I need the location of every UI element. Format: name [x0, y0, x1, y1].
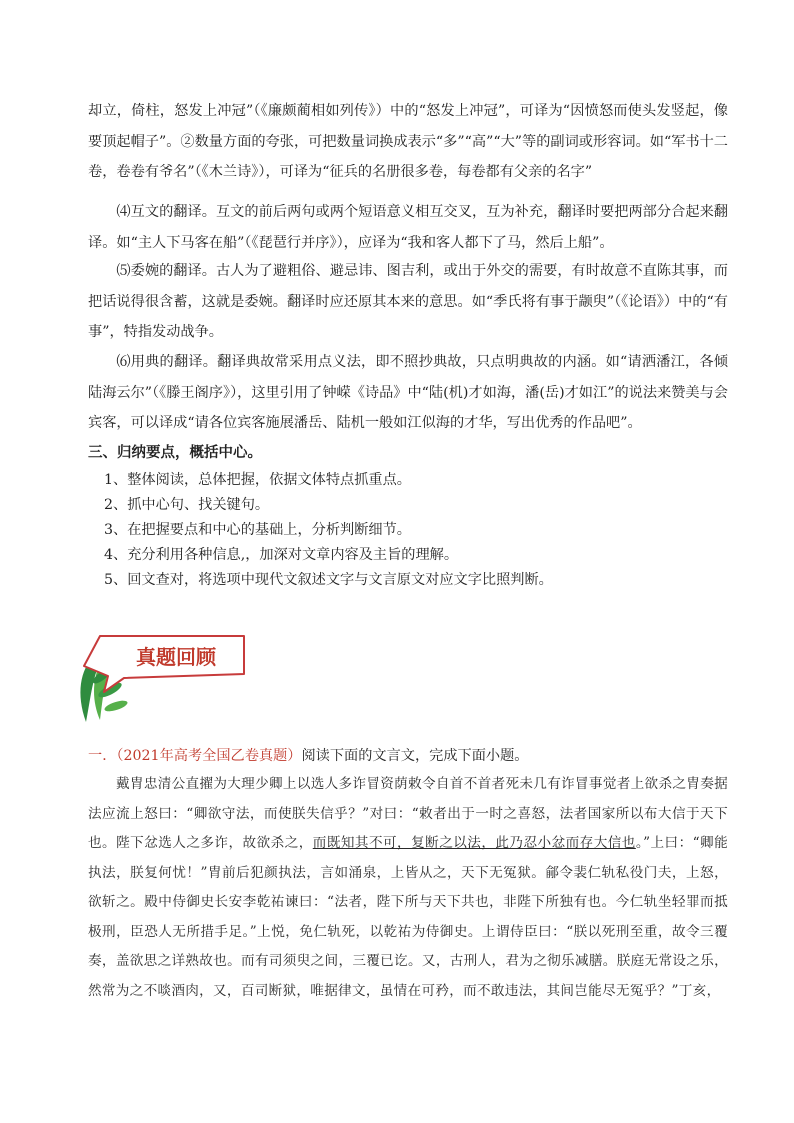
question-number: 一． — [88, 748, 117, 764]
question-source: （2021年高考全国乙卷真题） — [116, 748, 302, 764]
list-item: 5、回文查对，将选项中现代文叙述文字与文言原文对应文字比照判断。 — [104, 572, 553, 588]
passage-text: 。”上曰：“卿能执法，朕复何忧！”胄前后犯颜执法，言如涌泉，上皆从之，天下无冤狱。鄃令裴仁轨私役门夫，上怒，欲斩之。殿中侍御史长安李乾祐谏曰：“法者，陛下所与天下共也，非陛下所独有也。今仁轨坐轻罪而抵极刑，臣恐人无所措手足。”上悦，免仁轨死，以乾祐为侍御史。上谓侍臣曰：“朕以死刑至重，故令三覆奏，盖欲思之详熟故也。而有司须臾之间，三覆已讫。又，古刑人，君为之彻乐减膳。朕庭无常设之乐，然常为之不啖酒肉，又，百司断狱，唯据律文，虽情在可矜，而不敢违法，其间岂能尽无冤乎？”丁亥， — [88, 835, 728, 999]
paragraph-allusion: ⑹用典的翻译。翻译典故常采用点义法，即不照抄典故，只点明典故的内涵。如“请洒潘江，各倾陆海云尔”（《滕王阁序》），这里引用了钟嵘《诗品》中“陆(机)才如海，潘(岳)才如江”的说法来赞美与会宾客，可以译成“请各位宾客施展潘岳、陆机一般如江似海的才华，写出优秀的作品吧”。 — [88, 354, 728, 431]
paragraph-hyperbole-cont: 却立，倚柱，怒发上冲冠”（《廉颇蔺相如列传》）中的“怒发上冲冠”，可译为“因愤怒而使头发竖起，像要顶起帽子”。②数量方面的夸张，可把数量词换成表示“多”“高”“大”等的副词或形容词。如“军书十二卷，卷卷有爷名”（《木兰诗》），可译为“征兵的名册很多卷，每卷都有父亲的名字” — [88, 103, 728, 180]
paragraph-euphemism: ⑸委婉的翻译。古人为了避粗俗、避忌讳、图吉利，或出于外交的需要，有时故意不直陈其事，而把话说得很含蓄，这就是委婉。翻译时应还原其本来的意思。如“季氏将有事于颛臾”（《论语》）中的“有事”，特指发动战争。 — [88, 263, 728, 340]
list-item: 4、充分利用各种信息,，加深对文章内容及主旨的理解。 — [104, 547, 459, 563]
question-line — [88, 743, 528, 769]
section-heading: 三、归纳要点，概括中心。 — [88, 444, 262, 461]
tips-list — [104, 468, 553, 593]
list-item: 2、抓中心句、找关键句。 — [104, 497, 270, 513]
question-instruction: 阅读下面的文言文，完成下面小题。 — [301, 748, 529, 764]
underlined-sentence: 而既知其不可，复断之以法，此乃忍小忿而存大信也 — [312, 835, 636, 851]
list-item: 3、在把握要点和中心的基础上，分析判断细节。 — [104, 522, 411, 538]
passage-text: 戴胄忠清公直擢为大理少卿上以选人多诈冒资荫敕令自首不首者死未几有诈冒事觉者上欲杀之胄奏据法应流上怒曰：“卿欲守法，而使朕失信乎？”对曰：“敕者出于一时之喜怒，法者国家所以布大信于天下也。陛下忿选人之多诈，故欲杀之， — [88, 776, 728, 851]
section-banner — [66, 618, 266, 738]
banner-title: 真题回顾 — [136, 647, 216, 669]
list-item: 1、整体阅读，总体把握，依据文体特点抓重点。 — [104, 472, 411, 488]
paragraph-huwen: ⑷互文的翻译。互文的前后两句或两个短语意义相互交叉，互为补充，翻译时要把两部分合起来翻译。如“主人下马客在船”（《琵琶行并序》），应译为“我和客人都下了马，然后上船”。 — [88, 204, 728, 251]
classical-passage — [88, 770, 728, 1006]
